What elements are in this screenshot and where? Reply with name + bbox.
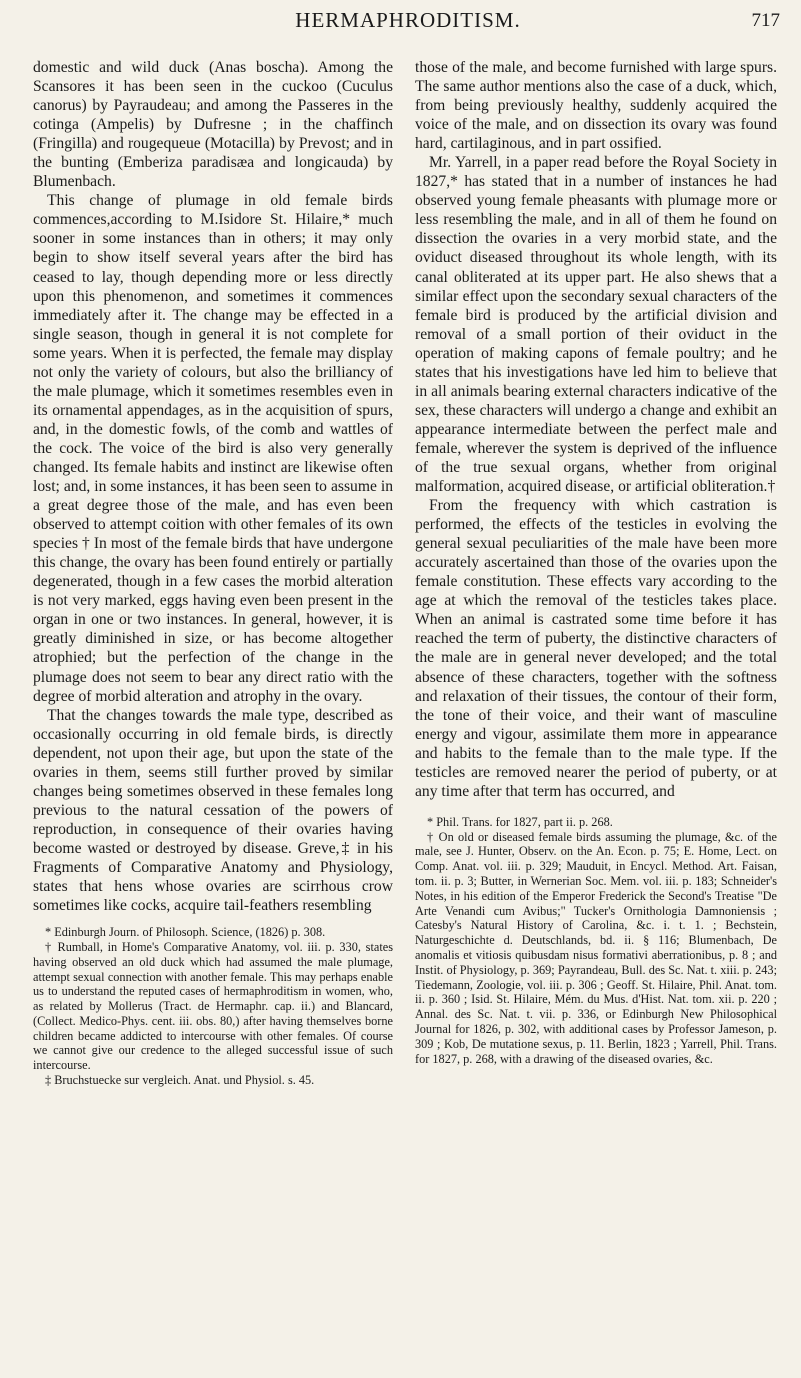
paragraph: those of the male, and become furnished with large spurs. The same author mentions also the case of a duck, which, from being previously healthy, suddenly acquired the voice of the male, and on dissection its ovary was found hard, cartilaginous, and in part ossified. (415, 59, 777, 153)
running-title: HERMAPHRODITISM. (295, 8, 521, 32)
paragraph: That the changes towards the male type, described as occasionally occurring in old female birds, is directly dependent, not upon their age, but upon the state of the ovaries in them, seems still further proved by similar changes being sometimes observed in these females long previous to the natural cessation of the powers of reproduction, in consequence of their ovaries having become wasted or destroyed by disease. Greve,‡ in his Fragments of Comparative Anatomy and Physiology, states that hens whose ovaries are scirrhous crow sometimes like cocks, acquire tail-feathers resembling (33, 706, 393, 915)
footnote: † Rumball, in Home's Comparative Anatomy, vol. iii. p. 330, states having observed an old duck which had assumed the male plumage, attempt sexual connection with another female. This may perhaps enable us to understand the reputed cases of hermaphroditism in women, who, as related by Mollerus (Tract. de Hermaphr. cap. ii.) and Blancard, (Collect. Medico-Phys. cent. iii. obs. 80,) after having themselves borne children became addicted to intercourse with other females. Of course we cannot give our credence to the alleged successful issue of such intercourse. (33, 939, 393, 1073)
footnotes (415, 815, 777, 1067)
page-number: 717 (751, 10, 780, 31)
right-column (415, 58, 777, 1066)
page-header (36, 8, 780, 48)
paragraph: domestic and wild duck (Anas boscha). Among the Scansores it has been seen in the cuckoo (Cuculus canorus) by Payraudeau; and among the Passeres in the cotinga (Ampelis) by Dufresne ; in the chaffinch (Fringilla) and rougequeue (Motacilla) by Prevost; and in the bunting (Emberiza paradisæa and longicauda) by Blumenbach. (33, 59, 393, 191)
paragraph: This change of plumage in old female birds commences,according to M.Isidore St. Hilaire,* much sooner in some instances than in others; it may only begin to show itself several years after the bird has ceased to lay, though depending more or less directly upon this phenomenon, and sometimes it commences immediately after it. The change may be effected in a single season, though in general it is not complete for some years. When it is perfected, the female may display not only the variety of colours, but also the brilliancy of the male plumage, which it sometimes resembles even in its ornamental appendages, as in the acquisition of spurs, and, in the domestic fowls, of the comb and wattles of the cock. The voice of the bird is also very generally changed. Its female habits and instinct are likewise often lost; and, in some instances, it has been seen to assume in a great degree those of the male, and has even been observed to attempt coition with other females of its own species † In most of the female birds that have undergone this change, the ovary has been found entirely or partially degenerated, though in a few cases the morbid alteration is not very marked, eggs having even been present in the organ in one or two instances. In general, however, it is greatly diminished in size, or has become altogether atrophied; but the perfection of the change in the plumage does not seem to bear any direct ratio with the degree of morbid alteration and atrophy in the ovary. (33, 192, 393, 705)
footnote: * Edinburgh Journ. of Philosoph. Science, (1826) p. 308. (45, 925, 326, 940)
footnotes (33, 925, 393, 1088)
footnote: † On old or diseased female birds assuming the plumage, &c. of the male, see J. Hunter, Observ. on the An. Econ. p. 75; E. Home, Lect. on Comp. Anat. vol. iii. p. 329; Mauduit, in Encycl. Method. Art. Faisan, tom. ii. p. 3; Butter, in Wernerian Soc. Mem. vol. iii. p. 183; Schneider's Notes, in his edition of the Emperor Frederick the Second's Treatise "De Arte Venandi cum Avibus;" Tucker's Ornithologia Damnoniensis ; Catesby's Natural History of Carolina, &c. i. t. 1. ; Bechstein, Naturgeschichte d. Deutschlands, bd. ii. § 116; Blumenbach, De anomalis et vitiosis quibusdam nisus formativi aberrationibus, p. 8 ; and Instit. of Physiology, p. 369; Payrandeau, Bull. des Sc. Nat. t. xiii. p. 243; Tiedemann, Zoologie, vol. iii. p. 306 ; Geoff. St. Hilaire, Phil. Anat. tom. ii. p. 360 ; Isid. St. Hilaire, Mém. du Mus. d'Hist. Nat. tom. xii. p. 220 ; Annal. des Sc. Nat. t. vii. p. 336, or Edinburgh New Philosophical Journal for 1826, p. 302, with additional cases by Professor Jameson, p. 309 ; Kob, De mutatione sexus, p. 11. Berlin, 1823 ; Yarrell, Phil. Trans. for 1827, p. 268, with a drawing of the diseased ovaries, &c. (415, 829, 777, 1066)
footnote: ‡ Bruchstuecke sur vergleich. Anat. und Physiol. s. 45. (45, 1073, 315, 1088)
paragraph: Mr. Yarrell, in a paper read before the Royal Society in 1827,* has stated that in a number of instances he had observed young female pheasants with plumage more or less resembling the male, and in all of them he found on dissection the ovaries in a very morbid state, and the oviduct diseased throughout its whole length, with its canal obliterated at its upper part. He also shews that a similar effect upon the secondary sexual characters of the female bird is produced by the artificial division and removal of a small portion of their oviduct in the operation of making capons of female poultry; and he states that his investigations have led him to believe that in all animals bearing external characters indicative of the sex, these characters will undergo a change and exhibit an appearance intermediate between the perfect male and female, wherever the system is deprived of the influence of the true sexual organs, whether from original malformation, acquired disease, or artificial obliteration.† (415, 154, 777, 496)
left-column (33, 58, 393, 1088)
paragraph: From the frequency with which castration is performed, the effects of the testicles in evolving the general sexual peculiarities of the male have been more accurately ascertained than those of the ovaries upon the female constitution. These effects vary according to the age at which the removal of the testicles takes place. When an animal is castrated some time before it has reached the term of puberty, the distinctive characters of the male are in general never developed; and the total absence of these characters, together with the softness and relaxation of their tissues, the contour of their form, the tone of their voice, and their want of masculine energy and vigour, assimilate them more in appearance and habits to the female than to the male type. If the testicles are removed nearer the period of puberty, or at any time after that term has occurred, and (415, 497, 777, 800)
footnote: * Phil. Trans. for 1827, part ii. p. 268. (427, 814, 613, 829)
